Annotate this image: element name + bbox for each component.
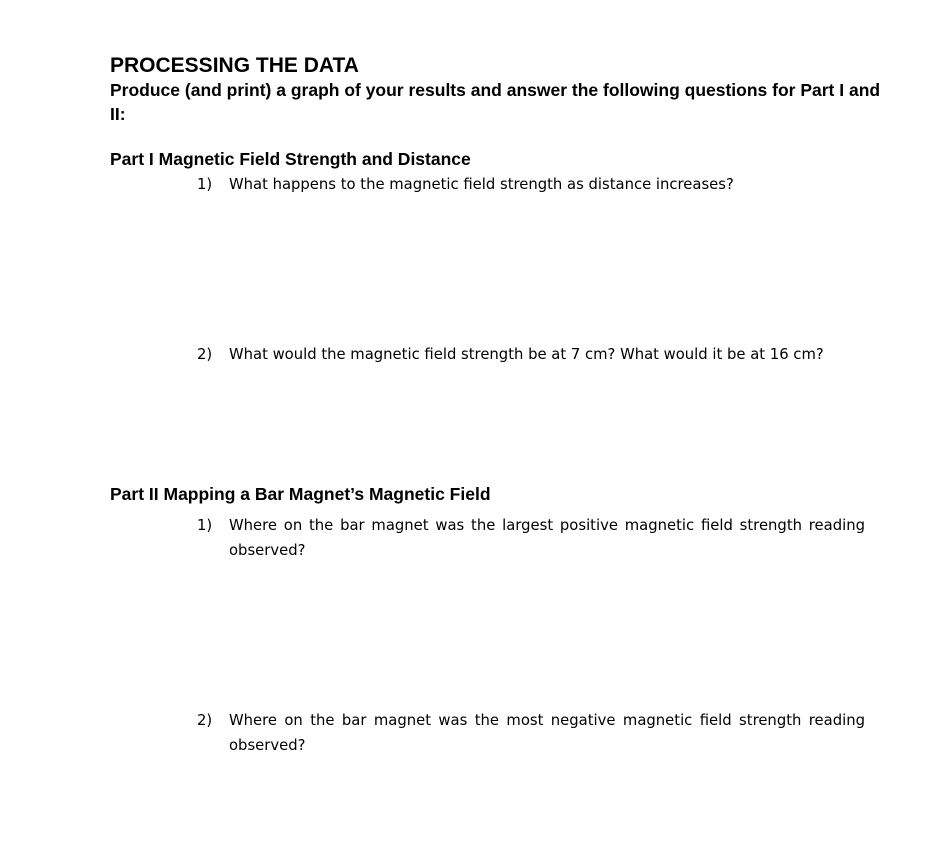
question-number: 2) xyxy=(197,346,213,363)
question-number: 2) xyxy=(197,712,213,729)
part-2-heading: Part II Mapping a Bar Magnet’s Magnetic Field xyxy=(110,484,491,504)
part-1-heading: Part I Magnetic Field Strength and Distance xyxy=(110,149,471,169)
question-text: What happens to the magnetic field strength as distance increases? xyxy=(229,176,734,193)
question-number: 1) xyxy=(197,176,213,193)
page-title: PROCESSING THE DATA xyxy=(110,54,359,77)
part-2-question-2 xyxy=(197,708,865,758)
question-text: Where on the bar magnet was the most negative magnetic field strength reading observed? xyxy=(229,712,865,754)
part-1-question-2 xyxy=(197,342,865,367)
instruction-text: Produce (and print) a graph of your results and answer the following questions for Part I and II: xyxy=(110,80,881,124)
part-1-question-1 xyxy=(197,172,865,197)
question-text: What would the magnetic field strength be at 7 cm? What would it be at 16 cm? xyxy=(229,346,824,363)
question-text: Where on the bar magnet was the largest positive magnetic field strength reading observed? xyxy=(229,517,865,559)
question-number: 1) xyxy=(197,517,213,534)
part-2-question-1 xyxy=(197,513,865,563)
